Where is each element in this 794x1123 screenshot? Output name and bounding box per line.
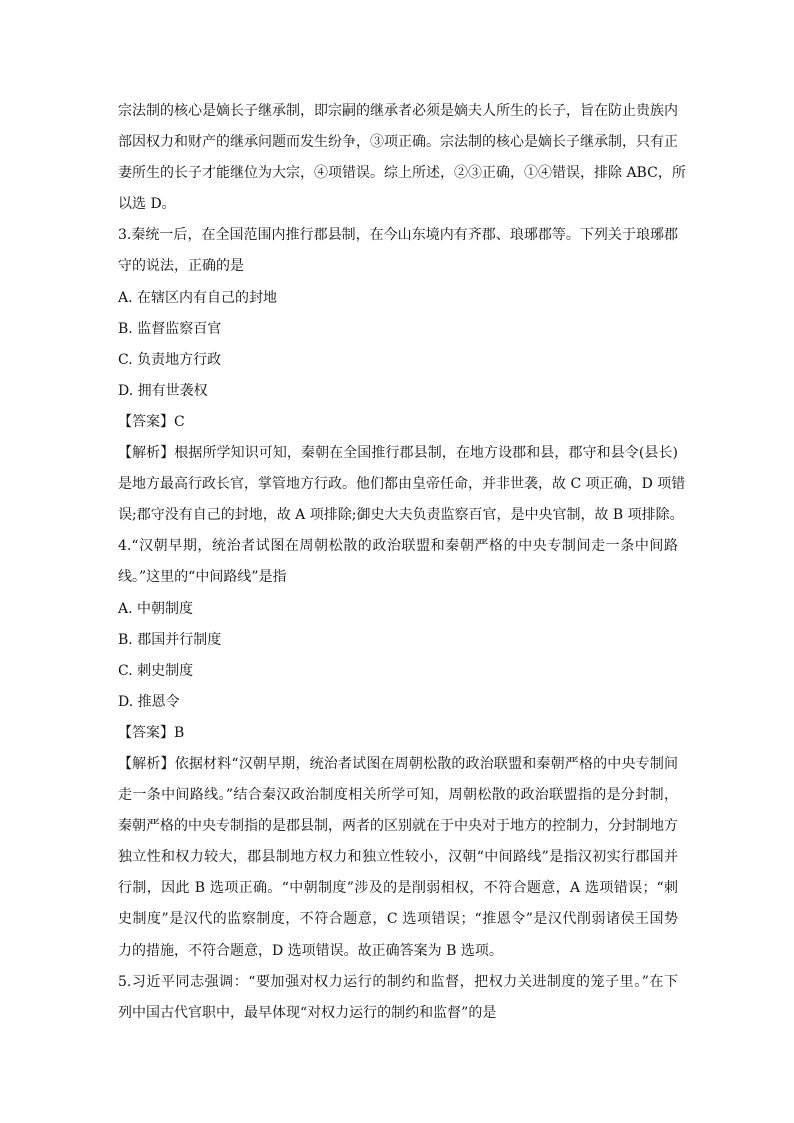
question-5 — [118, 967, 678, 1029]
analysis-line: 【解析】依据材料“汉朝早期，统治者试图在周朝松散的政治联盟和秦朝严格的中央专制间 — [118, 755, 678, 772]
analysis-line: 秦朝严格的中央专制指的是郡县制，两者的区别就在于中央对于地方的控制力，分封制地方 — [118, 818, 678, 835]
analysis-line: 行制，因此 B 选项正确。“中朝制度”涉及的是削弱相权，不符合题意，A 选项错误；“刺 — [118, 880, 678, 897]
option-c: C. 刺史制度 — [118, 662, 194, 679]
previous-analysis-continuation — [118, 96, 686, 220]
option-d: D. 推恩令 — [118, 693, 180, 710]
option-b: B. 监督监察百官 — [118, 320, 222, 337]
paragraph-line: 以选 D。 — [118, 196, 176, 213]
question-stem-line: 5.习近平同志强调：“要加强对权力运行的制约和监督，把权力关进制度的笼子里。”在下 — [118, 973, 678, 990]
analysis-line: 史制度”是汉代的监察制度，不符合题意，C 选项错误；“推恩令”是汉代削弱诸侯王国势 — [118, 911, 678, 928]
analysis-line: 是地方最高行政长官，掌管地方行政。他们都由皇帝任命，并非世袭，故 C 项正确，D 项错 — [118, 476, 686, 493]
answer-label: 【答案】C — [118, 413, 185, 430]
option-b: B. 郡国并行制度 — [118, 631, 222, 648]
paragraph-line: 部因权力和财产的继承问题而发生纷争，③项正确。宗法制的核心是嫡长子继承制，只有正 — [118, 134, 678, 151]
option-a: A. 中朝制度 — [118, 600, 194, 617]
paragraph-line: 宗法制的核心是嫡长子继承制，即宗嗣的继承者必须是嫡夫人所生的长子，旨在防止贵族内 — [118, 103, 678, 119]
question-stem-line: 守的说法，正确的是 — [118, 258, 244, 275]
question-stem-line: 3.秦统一后，在全国范围内推行郡县制，在今山东境内有齐郡、琅琊郡等。下列关于琅琊郡 — [118, 227, 678, 244]
analysis-line: 力的措施，不符合题意，D 选项错误。故正确答案为 B 选项。 — [118, 942, 503, 959]
option-c: C. 负责地方行政 — [118, 351, 222, 368]
analysis-line: 独立性和权力较大，郡县制地方权力和独立性较小，汉朝“中间路线”是指汉初实行郡国并 — [118, 849, 678, 866]
analysis-line: 误;郡守没有自己的封地，故 A 项排除;御史大夫负责监察百官，是中央官制，故 B 项排除。 — [118, 507, 684, 524]
analysis-line: 走一条中间路线。”结合秦汉政治制度相关所学可知，周朝松散的政治联盟指的是分封制， — [118, 787, 678, 804]
question-4 — [118, 531, 678, 966]
question-stem-line: 线。”这里的“中间路线”是指 — [118, 569, 287, 586]
question-stem-line: 列中国古代官职中，最早体现“对权力运行的制约和监督”的是 — [118, 1004, 497, 1021]
paragraph-line: 妻所生的长子才能继位为大宗，④项错误。综上所述，②③正确，①④错误，排除 ABC，所 — [118, 165, 686, 182]
option-a: A. 在辖区内有自己的封地 — [118, 289, 278, 306]
option-d: D. 拥有世袭权 — [118, 382, 208, 399]
question-stem-line: 4.“汉朝早期，统治者试图在周朝松散的政治联盟和秦朝严格的中央专制间走一条中间路 — [118, 538, 678, 555]
question-3 — [118, 220, 686, 531]
analysis-line: 【解析】根据所学知识可知，秦朝在全国推行郡县制，在地方设郡和县，郡守和县令(县长) — [118, 445, 678, 462]
answer-label: 【答案】B — [118, 724, 185, 741]
document-body — [118, 96, 686, 1029]
